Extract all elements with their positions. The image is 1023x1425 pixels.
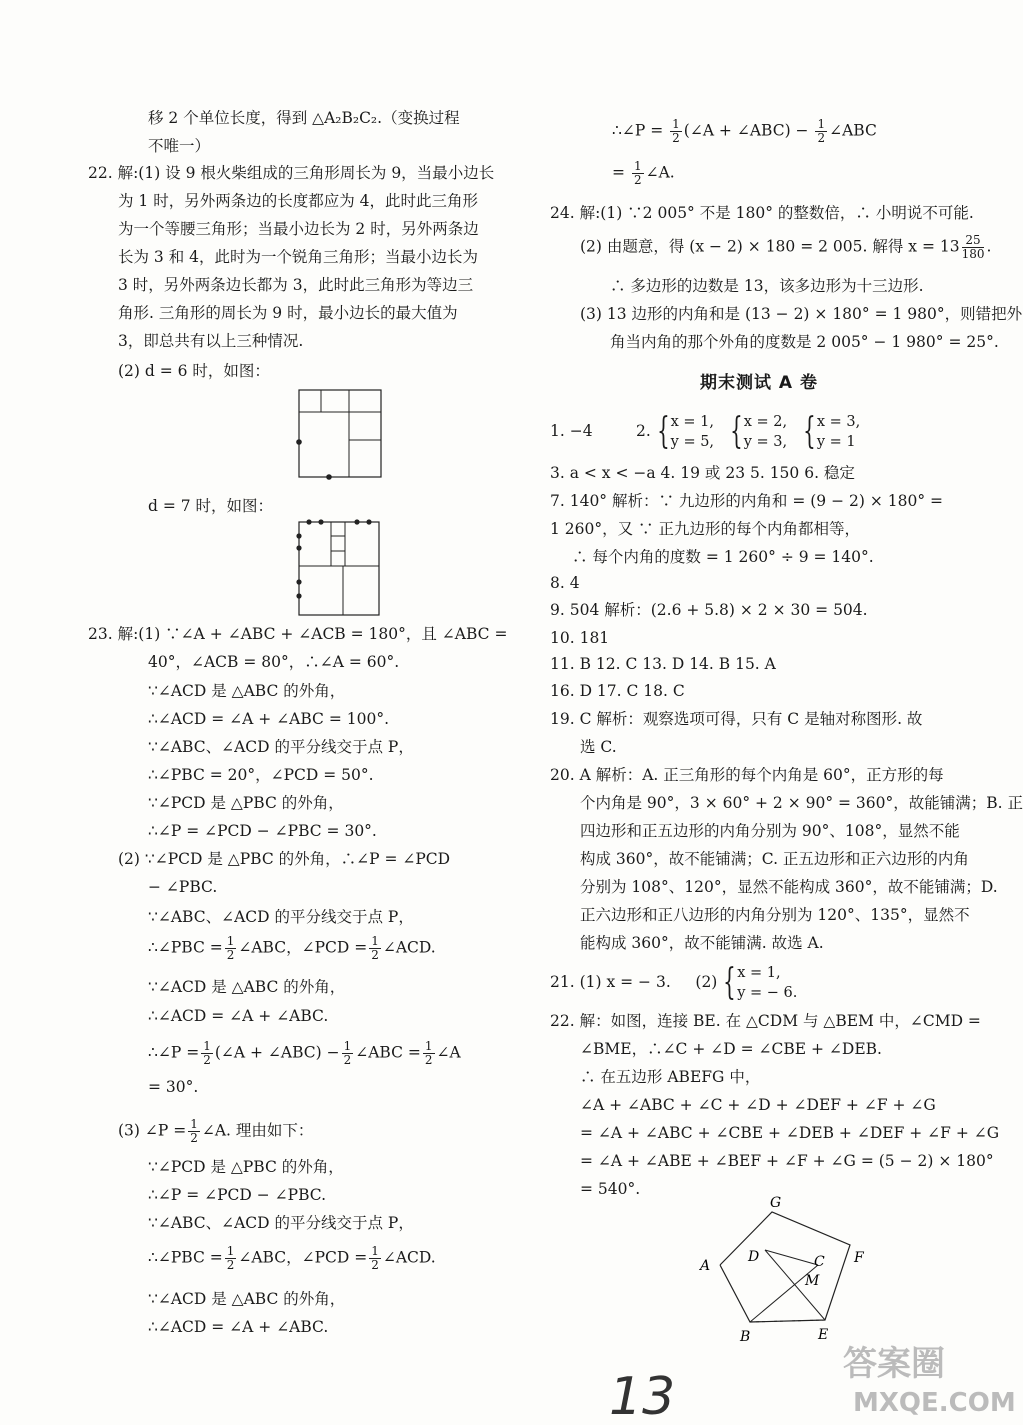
- d6-label: (2) d = 6 时，如图：: [118, 362, 270, 380]
- q23-line: (2) ∵∠PCD 是 △PBC 的外角，∴∠P = ∠PCD: [118, 850, 451, 868]
- answer-22: 22. 解：如图，连接 BE. 在 △CDM 与 △BEM 中，∠CMD =: [550, 1012, 981, 1030]
- q22-line: 3，即总共有以上三种情况.: [118, 332, 304, 350]
- q24-line: 角当内角的那个外角的度数是 2 005° − 1 980° = 25°.: [610, 333, 999, 351]
- handwritten-page-number: [605, 1362, 676, 1425]
- answer-20: 正六边形和正八边形的内角分别为 120°、135°，显然不: [580, 906, 970, 924]
- q23-line: ∴∠ACD = ∠A + ∠ABC.: [148, 1318, 329, 1336]
- q23-line: ∵∠ACD 是 △ABC 的外角，: [148, 682, 346, 700]
- vertex-label: C: [814, 1254, 825, 1270]
- answer-22: ∴ 在五边形 ABEFG 中，: [580, 1068, 761, 1086]
- answer-20: 20. A 解析：A. 正三角形的每个内角是 60°，正方形的每: [550, 766, 944, 784]
- q23-line: ∴∠P = ∠PCD − ∠PBC = 30°.: [148, 822, 377, 840]
- q23-line: 40°，∠ACB = 80°，∴∠A = 60°.: [148, 653, 400, 671]
- answer-16-18: 16. D 17. C 18. C: [550, 682, 685, 700]
- q23-fraction-line: ∴∠P = $\frac{1}{2}$ (∠A + ∠ABC) − $\frac{1}{2}$ ∠ABC = $\frac{1}{2}$ ∠A: [148, 1039, 461, 1067]
- answer-11-15: 11. B 12. C 13. D 14. B 15. A: [550, 655, 776, 673]
- q22-line: 长为 3 和 4，此时为一个锐角三角形；当最小边长为: [118, 248, 479, 266]
- q22-line: 为 1 时，另外两条边的长度都应为 4，此时此三角形: [118, 192, 479, 210]
- answer-22: = ∠A + ∠ABC + ∠CBE + ∠DEB + ∠DEF + ∠F + ∠G: [580, 1124, 1000, 1142]
- answer-22: = 540°.: [580, 1180, 641, 1198]
- fraction-line: ∴∠P = $\frac{1}{2}$ (∠A + ∠ABC) − $\frac{1}{2}$ ∠ABC: [612, 117, 877, 145]
- q23-line: ∴∠PBC = 20°，∠PCD = 50°.: [148, 766, 374, 784]
- answer-22: ∠A + ∠ABC + ∠C + ∠D + ∠DEF + ∠F + ∠G: [580, 1096, 936, 1114]
- q24-fraction-line: (2) 由题意，得 (x − 2) × 180 = 2 005. 解得 x = 13 $\frac{25}{180}$ .: [580, 233, 992, 261]
- answer-7: ∴ 每个内角的度数 = 1 260° ÷ 9 = 140°.: [572, 548, 874, 566]
- q23-line: ∵∠PCD 是 △PBC 的外角，: [148, 1158, 344, 1176]
- vertex-label: G: [770, 1195, 782, 1211]
- answer-20: 分别为 108°、120°，显然不能构成 360°，故不能铺满；D.: [580, 878, 998, 896]
- q23-line: ∴∠ACD = ∠A + ∠ABC = 100°.: [148, 710, 390, 728]
- answer-22: ∠BME，∴∠C + ∠D = ∠CBE + ∠DEB.: [580, 1040, 882, 1058]
- answer-19: 选 C.: [580, 738, 617, 756]
- q22-line: 为一个等腰三角形；当最小边长为 2 时，另外两条边: [118, 220, 479, 238]
- answer-20: 四边形和正五边形的内角分别为 90°、108°，显然不能: [580, 822, 960, 840]
- q23-line: ∵∠ABC、∠ACD 的平分线交于点 P，: [148, 1214, 414, 1232]
- fraction-line: = $\frac{1}{2}$ ∠A.: [612, 159, 675, 187]
- answer-20: 构成 360°，故不能铺满；C. 正五边形和正六边形的内角: [580, 850, 969, 868]
- pentagon-figure: [690, 1195, 880, 1345]
- q23-line: ∵∠ACD 是 △ABC 的外角，: [148, 1290, 346, 1308]
- answer-7: 1 260°，又 ∵ 正九边形的每个内角都相等，: [550, 520, 860, 538]
- q22-line: 3 时，另外两条边长都为 3，此时此三角形为等边三: [118, 276, 474, 294]
- q24-line: ∴ 多边形的边数是 13，该多边形为十三边形.: [610, 277, 924, 295]
- q23-line: 23. 解:(1) ∵∠A + ∠ABC + ∠ACB = 180°，且 ∠ABC =: [88, 625, 508, 643]
- q22-line: 22. 解:(1) 设 9 根火柴组成的三角形周长为 9，当最小边长: [88, 164, 495, 182]
- vertex-label: B: [740, 1329, 751, 1345]
- answer-3-6: 3. a < x < −a 4. 19 或 23 5. 150 6. 稳定: [550, 464, 855, 482]
- q22-line: 角形. 三角形的周长为 9 时，最小边长的最大值为: [118, 304, 458, 322]
- d7-label: d = 7 时，如图：: [148, 497, 274, 515]
- q23-line: ∵∠ABC、∠ACD 的平分线交于点 P，: [148, 908, 414, 926]
- q23-fraction-line: ∴∠PBC = $\frac{1}{2}$ ∠ABC，∠PCD = $\frac{1}{2}$ ∠ACD.: [148, 1244, 436, 1272]
- vertex-label: M: [805, 1273, 820, 1289]
- vertex-label: A: [700, 1258, 711, 1274]
- q24-line: (3) 13 边形的内角和是 (13 − 2) × 180° = 1 980°，则错把外: [580, 305, 1023, 323]
- answer-10: 10. 181: [550, 629, 610, 647]
- svg-text:答案圈: 答案圈: [843, 1344, 945, 1384]
- answer-21: 21. (1) x = − 3. (2) {x = 1, y = − 6.: [550, 962, 798, 1003]
- q23-line: ∵∠ACD 是 △ABC 的外角，: [148, 978, 346, 996]
- watermark-logo: [835, 1335, 1016, 1420]
- answer-22: = ∠A + ∠ABE + ∠BEF + ∠F + ∠G = (5 − 2) × 180°: [580, 1152, 994, 1170]
- q23-line: ∵∠PCD 是 △PBC 的外角，: [148, 794, 344, 812]
- grid-figure-d7: [295, 516, 385, 618]
- grid-figure-d6: [296, 388, 386, 480]
- q23-fraction-line: ∴∠PBC = $\frac{1}{2}$ ∠ABC，∠PCD = $\frac{1}{2}$ ∠ACD.: [148, 934, 436, 962]
- answer-8: 8. 4: [550, 574, 580, 592]
- q23-line: ∴∠P = ∠PCD − ∠PBC.: [148, 1186, 326, 1204]
- answer-20: 能构成 360°，故不能铺满. 故选 A.: [580, 934, 824, 952]
- svg-text:MXQE.COM: MXQE.COM: [853, 1388, 1016, 1418]
- q23-fraction-line: (3) ∠P = $\frac{1}{2}$ ∠A. 理由如下：: [118, 1117, 314, 1145]
- section-title: 期末测试 A 卷: [700, 373, 818, 393]
- answer-1: 1. −4: [550, 422, 593, 440]
- answer-9: 9. 504 解析：(2.6 + 5.8) × 2 × 30 = 504.: [550, 601, 868, 619]
- vertex-label: E: [818, 1327, 829, 1343]
- vertex-label: D: [748, 1249, 760, 1265]
- q23-line: − ∠PBC.: [148, 878, 218, 896]
- text-line: 不唯一）: [148, 137, 211, 155]
- vertex-label: F: [854, 1250, 864, 1266]
- q24-line: 24. 解:(1) ∵2 005° 不是 180° 的整数倍，∴ 小明说不可能.: [550, 204, 974, 222]
- answer-7: 7. 140° 解析：∵ 九边形的内角和 = (9 − 2) × 180° =: [550, 492, 943, 510]
- answer-2: 2. {x = 1, y = 5, {x = 2, y = 3, {x = 3, y = 1: [636, 411, 861, 452]
- answer-20: 个内角是 90°，3 × 60° + 2 × 90° = 360°，故能铺满；B. 正: [580, 794, 1023, 812]
- q23-line: = 30°.: [148, 1078, 199, 1096]
- q23-line: ∴∠ACD = ∠A + ∠ABC.: [148, 1007, 329, 1025]
- answer-19: 19. C 解析：观察选项可得，只有 C 是轴对称图形. 故: [550, 710, 923, 728]
- text-line: 移 2 个单位长度，得到 △A₂B₂C₂.（变换过程: [148, 109, 460, 127]
- svg-text:13: 13: [609, 1367, 676, 1425]
- q23-line: ∵∠ABC、∠ACD 的平分线交于点 P，: [148, 738, 414, 756]
